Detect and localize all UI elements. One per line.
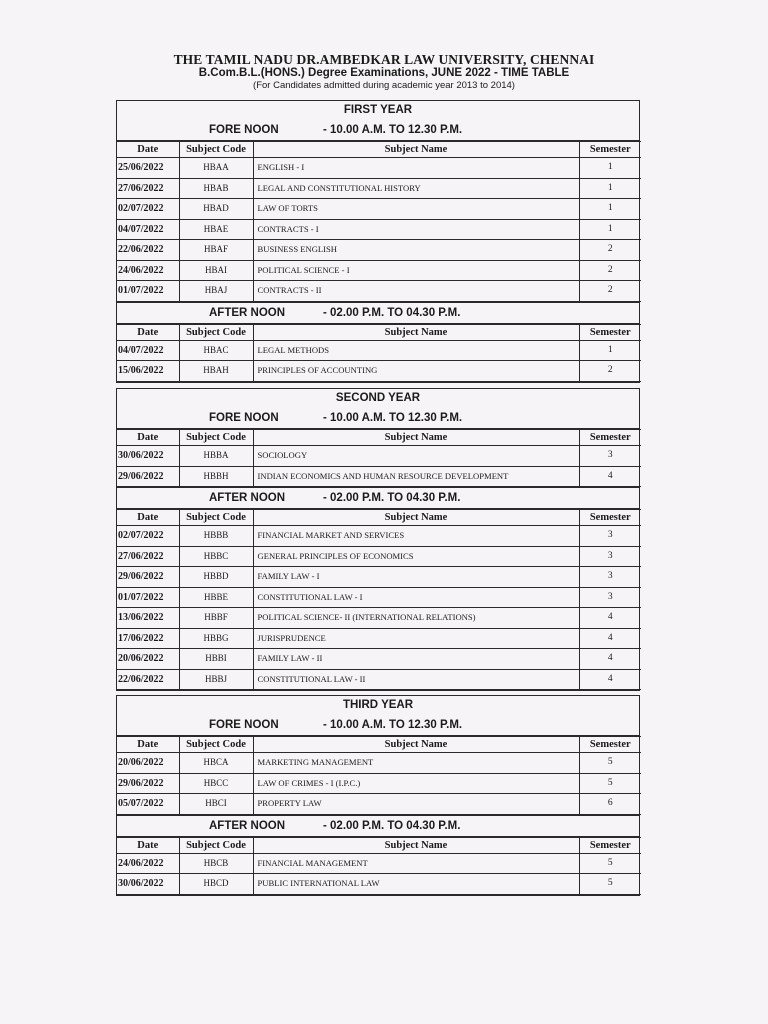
code-column-header: Subject Code [179, 142, 253, 158]
table-row [117, 158, 641, 179]
semester-column-header: Semester [579, 510, 641, 526]
subject-name: FAMILY LAW - I [253, 567, 579, 588]
session-header [117, 408, 639, 429]
exam-date: 29/06/2022 [117, 567, 179, 588]
year-title: THIRD YEAR [342, 699, 414, 711]
schedule-table [117, 736, 641, 815]
subject-code: HBCB [179, 853, 253, 874]
name-column-header: Subject Name [253, 430, 579, 446]
session-name: FORE NOON [209, 412, 279, 424]
table-row [117, 526, 641, 547]
table-row [117, 219, 641, 240]
table-header-row [117, 837, 641, 853]
name-column-header: Subject Name [253, 737, 579, 753]
exam-date: 04/07/2022 [117, 219, 179, 240]
session-name: AFTER NOON [209, 306, 286, 319]
semester-number: 3 [579, 567, 641, 588]
table-row [117, 853, 641, 874]
table-row [117, 361, 641, 382]
exam-date: 02/07/2022 [117, 526, 179, 547]
exam-date: 29/06/2022 [117, 466, 179, 487]
table-header-row [117, 324, 641, 340]
session-time: - 02.00 P.M. TO 04.30 P.M. [323, 306, 461, 319]
subject-code: HBBF [179, 608, 253, 629]
subject-name: MARKETING MANAGEMENT [253, 753, 579, 774]
table-row [117, 281, 641, 302]
table-header-row [117, 430, 641, 446]
exam-date: 27/06/2022 [117, 178, 179, 199]
date-column-header: Date [117, 737, 179, 753]
exam-date: 20/06/2022 [117, 649, 179, 670]
subject-code: HBCI [179, 794, 253, 815]
session-name: AFTER NOON [209, 819, 286, 832]
table-row [117, 628, 641, 649]
semester-number: 2 [579, 240, 641, 261]
semester-column-header: Semester [579, 737, 641, 753]
code-column-header: Subject Code [179, 737, 253, 753]
exam-date: 17/06/2022 [117, 628, 179, 649]
subject-code: HBBH [179, 466, 253, 487]
table-row [117, 199, 641, 220]
session-name: FORE NOON [209, 719, 279, 731]
subject-name: LEGAL METHODS [253, 340, 579, 361]
subject-name: POLITICAL SCIENCE - I [253, 260, 579, 281]
semester-number: 3 [579, 446, 641, 467]
semester-number: 5 [579, 753, 641, 774]
subject-name: PROPERTY LAW [253, 794, 579, 815]
table-row [117, 649, 641, 670]
subject-code: HBAC [179, 340, 253, 361]
exam-date: 13/06/2022 [117, 608, 179, 629]
table-row [117, 240, 641, 261]
document-header [0, 52, 768, 91]
subject-name: FAMILY LAW - II [253, 649, 579, 670]
session-time: - 10.00 A.M. TO 12.30 P.M. [323, 719, 463, 731]
exam-date: 24/06/2022 [117, 260, 179, 281]
exam-date: 01/07/2022 [117, 281, 179, 302]
subject-name: PRINCIPLES OF ACCOUNTING [253, 361, 579, 382]
session-name: AFTER NOON [209, 492, 286, 504]
subject-code: HBAI [179, 260, 253, 281]
semester-column-header: Semester [579, 142, 641, 158]
semester-column-header: Semester [579, 837, 641, 853]
admission-note: (For Candidates admitted during academic year 2013 to 2014) [253, 80, 515, 91]
code-column-header: Subject Code [179, 837, 253, 853]
exam-date: 01/07/2022 [117, 587, 179, 608]
session-time: - 02.00 P.M. TO 04.30 P.M. [323, 492, 461, 504]
subject-code: HBAJ [179, 281, 253, 302]
exam-date: 04/07/2022 [117, 340, 179, 361]
table-row [117, 446, 641, 467]
subject-code: HBAH [179, 361, 253, 382]
table-row [117, 260, 641, 281]
subject-code: HBBC [179, 546, 253, 567]
exam-date: 24/06/2022 [117, 853, 179, 874]
exam-date: 02/07/2022 [117, 199, 179, 220]
semester-number: 4 [579, 669, 641, 690]
session-time: - 10.00 A.M. TO 12.30 P.M. [323, 124, 463, 136]
session-header [117, 715, 639, 736]
semester-number: 5 [579, 853, 641, 874]
table-header-row [117, 737, 641, 753]
session-time: - 02.00 P.M. TO 04.30 P.M. [323, 819, 461, 832]
subject-name: LEGAL AND CONSTITUTIONAL HISTORY [253, 178, 579, 199]
subject-code: HBCC [179, 773, 253, 794]
subject-code: HBAF [179, 240, 253, 261]
schedule-table [117, 837, 641, 895]
exam-date: 05/07/2022 [117, 794, 179, 815]
schedule-table [117, 141, 641, 302]
table-row [117, 466, 641, 487]
semester-column-header: Semester [579, 324, 641, 340]
date-column-header: Date [117, 142, 179, 158]
year-title: SECOND YEAR [335, 392, 421, 404]
session-name: FORE NOON [209, 124, 279, 136]
subject-name: SOCIOLOGY [253, 446, 579, 467]
year-section [116, 388, 640, 691]
subject-name: INDIAN ECONOMICS AND HUMAN RESOURCE DEVELOPMENT [253, 466, 579, 487]
name-column-header: Subject Name [253, 142, 579, 158]
semester-number: 3 [579, 546, 641, 567]
table-row [117, 340, 641, 361]
semester-number: 5 [579, 874, 641, 895]
date-column-header: Date [117, 430, 179, 446]
subject-code: HBBG [179, 628, 253, 649]
table-header-row [117, 510, 641, 526]
table-header-row [117, 142, 641, 158]
exam-date: 29/06/2022 [117, 773, 179, 794]
semester-number: 4 [579, 649, 641, 670]
date-column-header: Date [117, 510, 179, 526]
exam-date: 30/06/2022 [117, 874, 179, 895]
semester-number: 1 [579, 178, 641, 199]
code-column-header: Subject Code [179, 324, 253, 340]
schedule-table [117, 324, 641, 382]
semester-number: 2 [579, 260, 641, 281]
exam-date: 30/06/2022 [117, 446, 179, 467]
table-row [117, 587, 641, 608]
name-column-header: Subject Name [253, 837, 579, 853]
date-column-header: Date [117, 837, 179, 853]
table-row [117, 178, 641, 199]
semester-number: 4 [579, 628, 641, 649]
name-column-header: Subject Name [253, 510, 579, 526]
subject-code: HBBJ [179, 669, 253, 690]
year-section [116, 695, 640, 896]
semester-number: 3 [579, 526, 641, 547]
subject-name: LAW OF CRIMES - I (I.P.C.) [253, 773, 579, 794]
subject-code: HBBD [179, 567, 253, 588]
code-column-header: Subject Code [179, 510, 253, 526]
session-header [117, 302, 639, 324]
session-header [117, 487, 639, 509]
subject-name: BUSINESS ENGLISH [253, 240, 579, 261]
subject-name: GENERAL PRINCIPLES OF ECONOMICS [253, 546, 579, 567]
semester-number: 2 [579, 281, 641, 302]
subject-name: LAW OF TORTS [253, 199, 579, 220]
subject-code: HBCD [179, 874, 253, 895]
semester-number: 1 [579, 340, 641, 361]
table-row [117, 753, 641, 774]
subject-name: FINANCIAL MARKET AND SERVICES [253, 526, 579, 547]
subject-code: HBAE [179, 219, 253, 240]
semester-number: 1 [579, 158, 641, 179]
exam-title: B.Com.B.L.(HONS.) Degree Examinations, JUNE 2022 - TIME TABLE [198, 67, 570, 79]
subject-name: ENGLISH - I [253, 158, 579, 179]
table-row [117, 546, 641, 567]
semester-number: 1 [579, 219, 641, 240]
subject-code: HBAA [179, 158, 253, 179]
exam-date: 22/06/2022 [117, 669, 179, 690]
subject-name: JURISPRUDENCE [253, 628, 579, 649]
year-title: FIRST YEAR [343, 104, 413, 116]
semester-number: 4 [579, 466, 641, 487]
subject-code: HBAD [179, 199, 253, 220]
semester-column-header: Semester [579, 430, 641, 446]
subject-code: HBCA [179, 753, 253, 774]
subject-name: POLITICAL SCIENCE- II (INTERNATIONAL RELATIONS) [253, 608, 579, 629]
exam-date: 15/06/2022 [117, 361, 179, 382]
exam-date: 27/06/2022 [117, 546, 179, 567]
code-column-header: Subject Code [179, 430, 253, 446]
semester-number: 5 [579, 773, 641, 794]
semester-number: 4 [579, 608, 641, 629]
subject-name: FINANCIAL MANAGEMENT [253, 853, 579, 874]
table-row [117, 773, 641, 794]
subject-code: HBBA [179, 446, 253, 467]
table-row [117, 794, 641, 815]
university-title: THE TAMIL NADU DR.AMBEDKAR LAW UNIVERSITY, CHENNAI [173, 52, 595, 67]
exam-date: 22/06/2022 [117, 240, 179, 261]
date-column-header: Date [117, 324, 179, 340]
schedule-table [117, 509, 641, 690]
table-row [117, 608, 641, 629]
semester-number: 3 [579, 587, 641, 608]
semester-number: 2 [579, 361, 641, 382]
table-row [117, 567, 641, 588]
subject-code: HBAB [179, 178, 253, 199]
subject-name: CONSTITUTIONAL LAW - I [253, 587, 579, 608]
session-header [117, 815, 639, 837]
subject-name: CONSTITUTIONAL LAW - II [253, 669, 579, 690]
table-row [117, 669, 641, 690]
subject-code: HBBI [179, 649, 253, 670]
table-row [117, 874, 641, 895]
subject-code: HBBE [179, 587, 253, 608]
session-header [117, 120, 639, 141]
year-section [116, 100, 640, 383]
name-column-header: Subject Name [253, 324, 579, 340]
subject-name: PUBLIC INTERNATIONAL LAW [253, 874, 579, 895]
subject-name: CONTRACTS - II [253, 281, 579, 302]
semester-number: 6 [579, 794, 641, 815]
exam-date: 25/06/2022 [117, 158, 179, 179]
subject-name: CONTRACTS - I [253, 219, 579, 240]
schedule-table [117, 429, 641, 487]
semester-number: 1 [579, 199, 641, 220]
exam-date: 20/06/2022 [117, 753, 179, 774]
subject-code: HBBB [179, 526, 253, 547]
session-time: - 10.00 A.M. TO 12.30 P.M. [323, 412, 463, 424]
